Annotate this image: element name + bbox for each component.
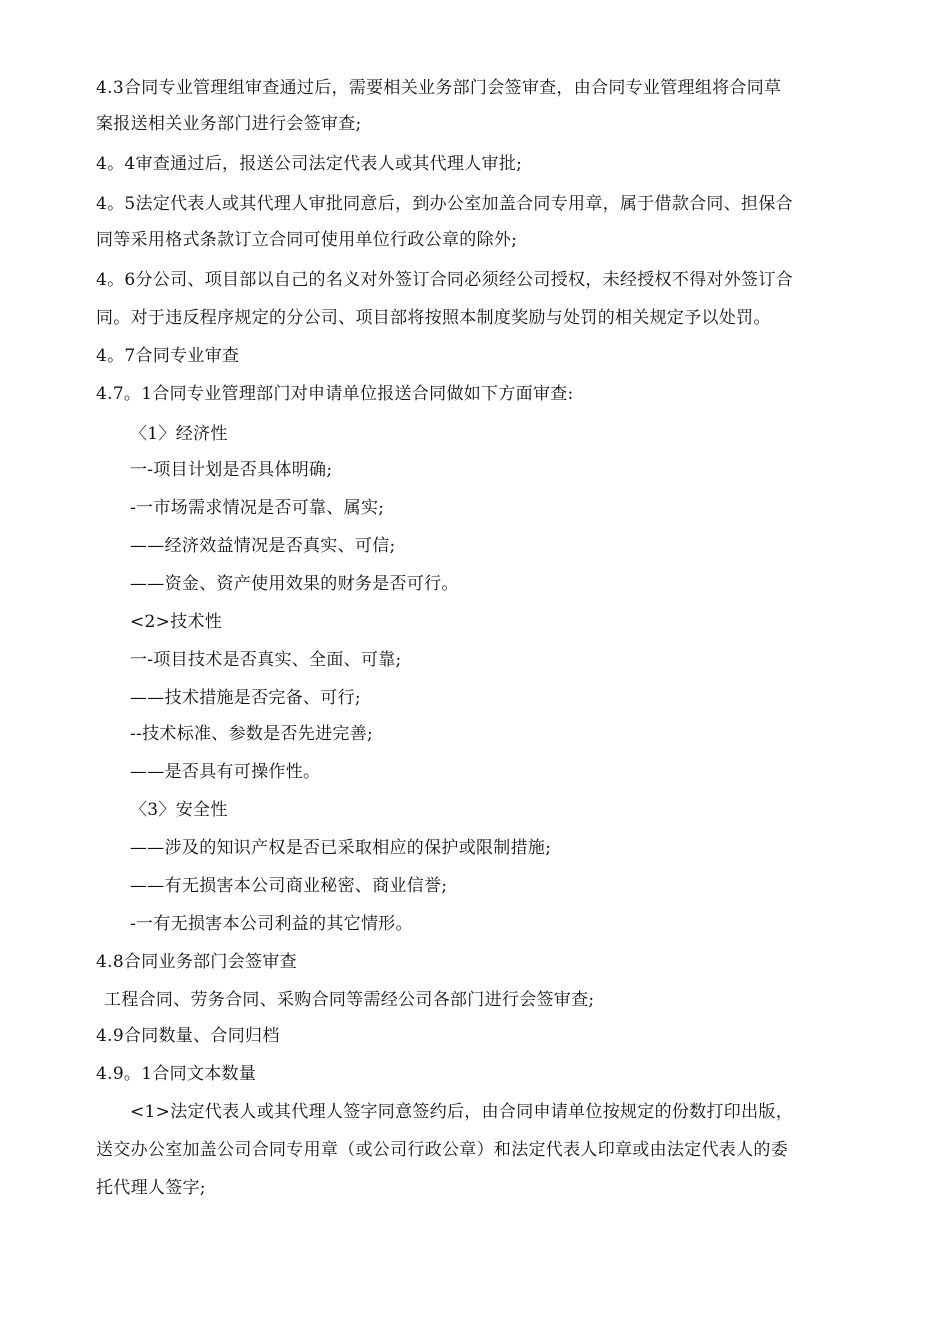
text-line: 同。对于违反程序规定的分公司、项目部将按照本制度奖励与处罚的相关规定予以处罚。 [96,308,771,328]
list-item: ——有无损害本公司商业秘密、商业信誉; [130,876,448,896]
text-line: 4。5法定代表人或其代理人审批同意后，到办公室加盖合同专用章，属于借款合同、担保合 [96,194,793,214]
list-item: 一-项目技术是否真实、全面、可靠; [130,650,402,670]
text-line: 4。7合同专业审查 [96,346,240,366]
text-line: 托代理人签字; [96,1178,206,1198]
list-item: ——经济效益情况是否真实、可信; [130,536,396,556]
text-line: 同等采用格式条款订立合同可使用单位行政公章的除外; [96,230,518,250]
text-line: 工程合同、劳务合同、采购合同等需经公司各部门进行会签审查; [104,990,595,1010]
text-line: 4.3合同专业管理组审查通过后，需要相关业务部门会签审查，由合同专业管理组将合同草 [96,78,782,98]
text-line: 送交办公室加盖公司合同专用章（或公司行政公章）和法定代表人印章或由法定代表人的委 [96,1140,788,1160]
text-line: 4.9。1合同文本数量 [96,1064,257,1084]
list-item: ——技术措施是否完备、可行; [130,688,361,708]
text-line: 案报送相关业务部门进行会签审查; [96,114,362,134]
list-item: ——是否具有可操作性。 [130,762,321,782]
section-heading: 〈3〉安全性 [130,800,228,820]
list-item: ——资金、资产使用效果的财务是否可行。 [130,574,459,594]
section-heading: <2>技术性 [130,612,223,632]
list-item: -一有无损害本公司利益的其它情形。 [130,914,413,934]
text-line: 4。4审查通过后，报送公司法定代表人或其代理人审批; [96,154,523,174]
text-line: 4。6分公司、项目部以自己的名义对外签订合同必须经公司授权，未经授权不得对外签订合 [96,270,793,290]
text-line: <1>法定代表人或其代理人签字同意签约后，由合同申请单位按规定的份数打印出版， [130,1102,794,1122]
text-line: 4.7。1合同专业管理部门对申请单位报送合同做如下方面审查: [96,384,574,404]
list-item: ——涉及的知识产权是否已采取相应的保护或限制措施; [130,838,552,858]
text-line: 4.9合同数量、合同归档 [96,1026,280,1046]
section-heading: 〈1〉经济性 [130,424,228,444]
list-item: 一-项目计划是否具体明确; [130,460,333,480]
text-line: 4.8合同业务部门会签审查 [96,952,297,972]
list-item: -一市场需求情况是否可靠、属实; [130,498,385,518]
list-item: --技术标准、参数是否先进完善; [130,724,374,744]
